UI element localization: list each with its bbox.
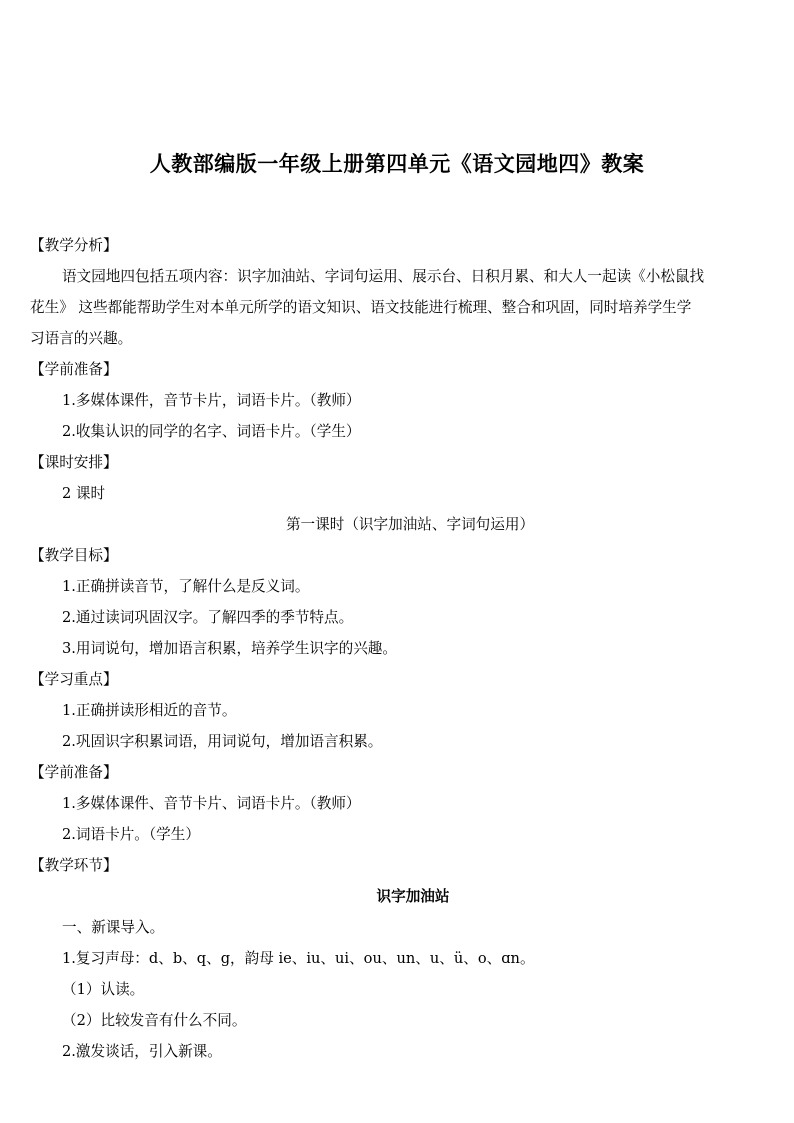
prep-item: 2.收集认识的同学的名字、词语卡片。（学生）	[62, 423, 361, 440]
prep2-item: 2.词语卡片。（学生）	[62, 826, 200, 843]
goals-heading: 【教学目标】	[30, 547, 118, 564]
analysis-paragraph-line: 习语言的兴趣。	[30, 330, 133, 347]
step-intro: 一、新课导入。	[62, 919, 165, 936]
prep2-item: 1.多媒体课件、音节卡片、词语卡片。（教师）	[62, 795, 361, 812]
analysis-paragraph-line: 花生》 这些都能帮助学生对本单元所学的语文知识、语文技能进行梳理、整合和巩固，同时培养学生学	[30, 299, 692, 316]
prep-item: 1.多媒体课件，音节卡片，词语卡片。（教师）	[62, 392, 361, 409]
lesson1-title: 第一课时（识字加油站、字词句运用）	[285, 516, 535, 533]
goal-item: 3.用词说句，增加语言积累，培养学生识字的兴趣。	[62, 640, 397, 657]
station-title: 识字加油站	[376, 888, 450, 905]
focus-item: 2.巩固识字积累词语，用词说句，增加语言积累。	[62, 733, 383, 750]
analysis-paragraph-line: 语文园地四包括五项内容：识字加油站、字词句运用、展示台、日积月累、和大人一起读《小松鼠找	[62, 268, 705, 285]
goal-item: 2.通过读词巩固汉字。了解四季的季节特点。	[62, 609, 354, 626]
step-subitem: （1）认读。	[62, 981, 145, 998]
document-title: 人教部编版一年级上册第四单元《语文园地四》教案	[149, 152, 645, 176]
schedule-heading: 【课时安排】	[30, 454, 118, 471]
step-item: 1.复习声母：d、b、q、g，韵母 ie、iu、ui、ou、un、u、ü、o、ɑn。	[62, 950, 535, 967]
goal-item: 1.正确拼读音节，了解什么是反义词。	[62, 578, 310, 595]
prep2-heading: 【学前准备】	[30, 764, 118, 781]
step-item: 2.激发谈话，引入新课。	[62, 1043, 222, 1060]
steps-heading: 【教学环节】	[30, 857, 118, 874]
schedule-item: 2 课时	[62, 485, 106, 502]
focus-item: 1.正确拼读形相近的音节。	[62, 702, 237, 719]
step-subitem: （2）比较发音有什么不同。	[62, 1012, 247, 1029]
analysis-heading: 【教学分析】	[30, 237, 118, 254]
focus-heading: 【学习重点】	[30, 671, 118, 688]
prep-heading: 【学前准备】	[30, 361, 118, 378]
